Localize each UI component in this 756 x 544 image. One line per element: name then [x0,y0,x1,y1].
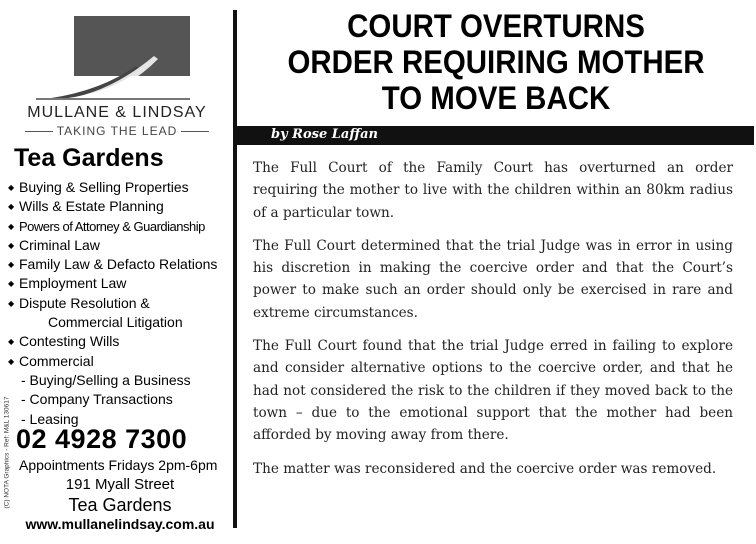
appointments-hours: Appointments Fridays 2pm-6pm [19,457,218,473]
service-item: ◆ Family Law & Defacto Relations [8,255,234,274]
byline: by Rose Laffan [271,127,378,142]
firm-name: MULLANE & LINDSAY [27,104,207,121]
firm-logo-icon [36,16,190,100]
service-item: ◆ Powers of Attorney & Guardianship [8,217,234,236]
service-item: ◆ Criminal Law [8,236,234,255]
service-item: - Buying/Selling a Business [21,371,191,388]
services-list [8,178,234,429]
website-link[interactable]: www.mullanelindsay.com.au [25,516,215,532]
article-paragraph: The Full Court found that the trial Judge erred in failing to explore and consider alternative options to the coercive order, and that he had not considered the risk to the children if they moved back to the town – due to the emotional support that the mother had been afforded by moving away from there. [253,338,733,444]
service-item: ◆ Wills & Estate Planning [8,197,234,216]
headline-line: ORDER REQUIRING MOTHER [287,44,705,80]
article-paragraph: The Full Court of the Family Court has overturned an order requiring the mother to live with the children within an 80km radius of a particular town. [253,160,733,221]
byline-bar [237,126,754,145]
headline-line: COURT OVERTURNS [347,8,645,44]
legal-note: (C) NOTA Graphics - Ref: M&L 130617 [3,396,11,509]
service-item: - Company Transactions [21,391,173,408]
service-item: ◆ Buying & Selling Properties [8,178,234,197]
law-firm-advertisement [2,2,232,540]
article-headline [260,8,731,116]
street-address: 191 Myall Street [65,476,175,493]
service-item: ◆ Dispute Resolution & [8,294,234,313]
phone-number[interactable]: 02 4928 7300 [16,424,188,454]
service-item: ◆ Commercial [8,352,234,371]
office-town-heading: Tea Gardens [14,144,164,172]
service-item: ◆ Contesting Wills [8,332,234,351]
firm-tagline: TAKING THE LEAD [2,124,232,138]
article-paragraph: The matter was reconsidered and the coercive order was removed. [253,460,717,477]
service-item: ◆ Employment Law [8,274,234,293]
service-item: - Leasing [21,410,79,427]
address-town: Tea Gardens [68,495,172,515]
article-body [253,157,733,491]
service-item: Commercial Litigation [48,314,183,331]
article-paragraph: The Full Court determined that the trial Judge was in error in using his discretion in making the coercive order and that the Court’s power to make such an order should only be exercised in rare and extreme circumstances. [253,237,733,321]
headline-line: TO MOVE BACK [381,80,611,116]
column-divider [233,10,237,528]
